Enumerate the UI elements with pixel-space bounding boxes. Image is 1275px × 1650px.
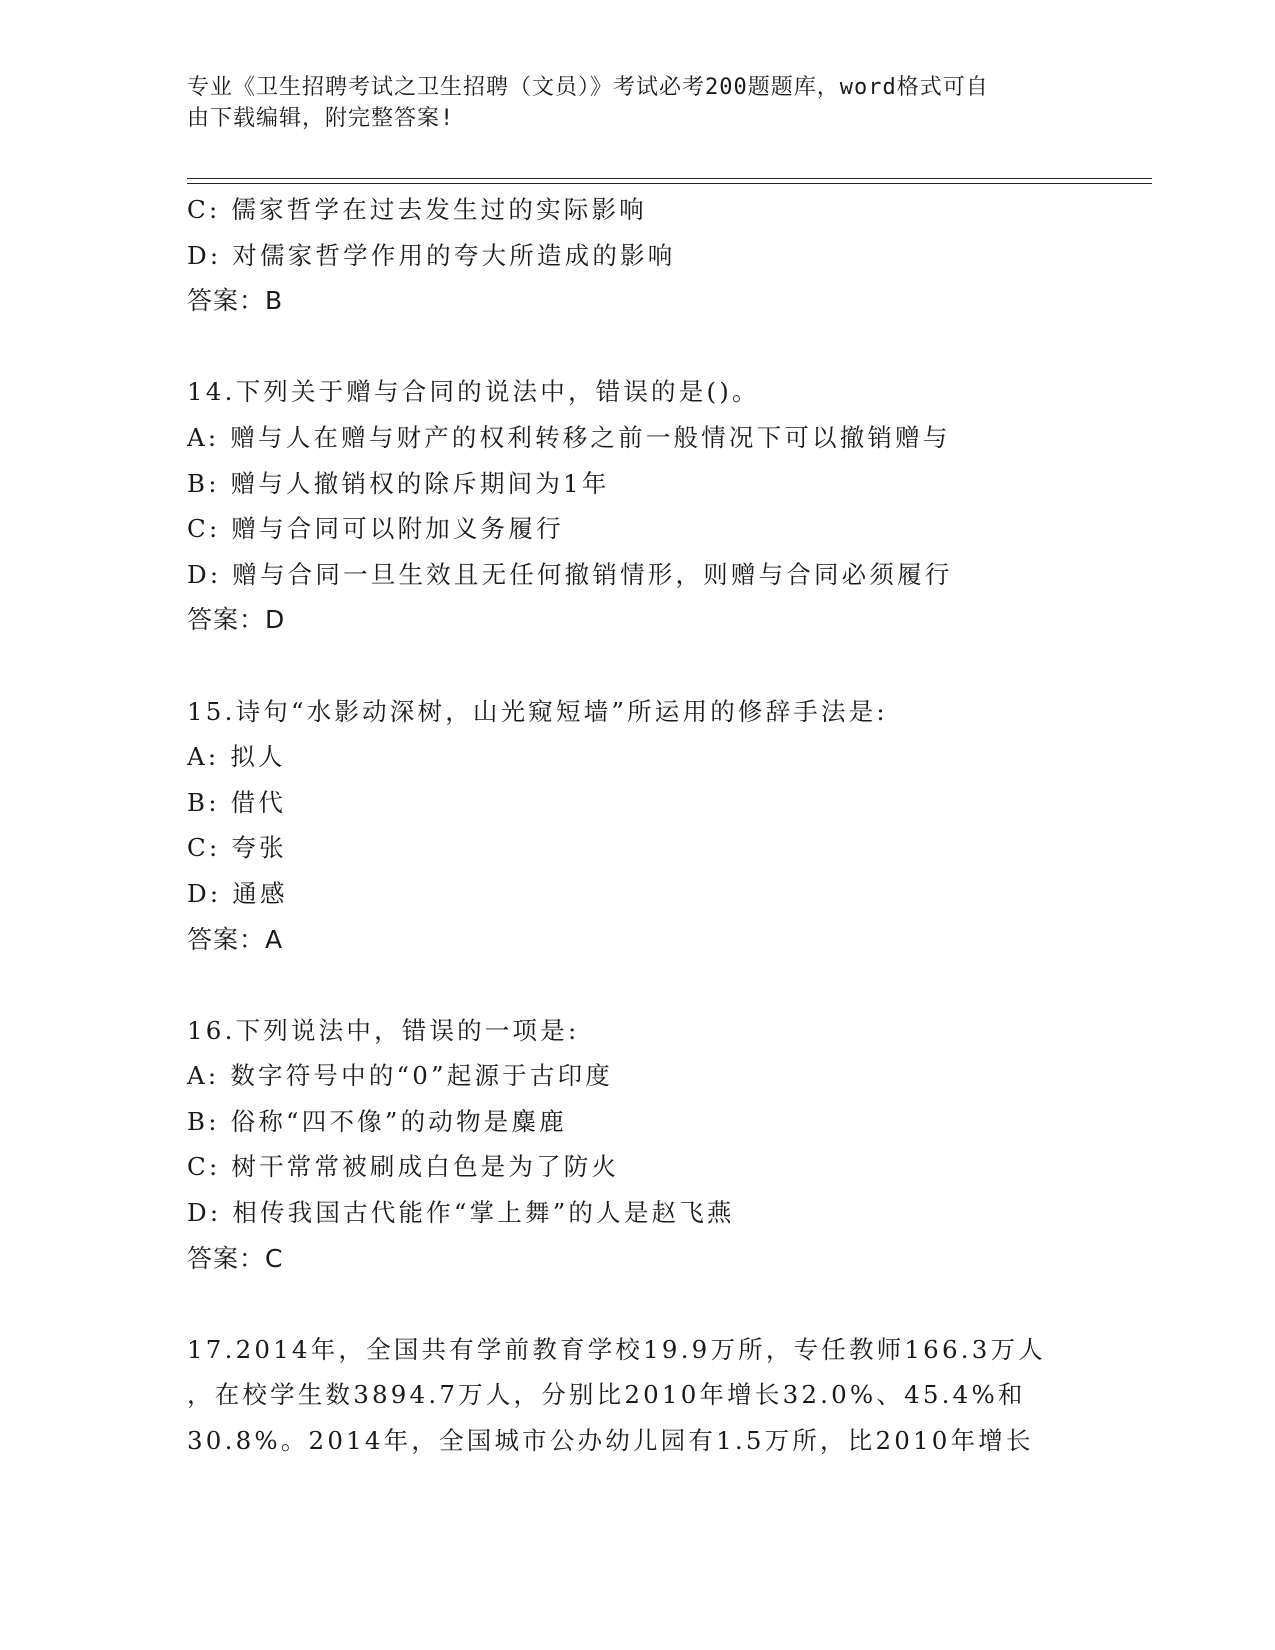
spacer	[187, 1281, 1152, 1327]
option-d: D: 相传我国古代能作“掌上舞”的人是赵飞燕	[187, 1198, 735, 1228]
answer-line: 答案：C	[187, 1243, 284, 1273]
option-d: D: 通感	[187, 878, 288, 908]
question-stem-line-2: ，在校学生数3894.7万人，分别比2010年增长32.0%、45.4%和	[187, 1380, 1026, 1410]
option-d: D: 赠与合同一旦生效且无任何撤销情形，则赠与合同必须履行	[187, 559, 953, 589]
question-stem: 15.诗句“水影动深树，山光窥短墙”所运用的修辞手法是:	[187, 696, 888, 726]
document-header	[187, 72, 1067, 134]
spacer	[187, 324, 1152, 370]
option-c: C: 树干常常被刷成白色是为了防火	[187, 1152, 620, 1182]
option-a: A: 数字符号中的“0”起源于古印度	[187, 1061, 613, 1091]
question-17	[187, 1327, 1152, 1464]
answer-line: 答案：D	[187, 605, 286, 635]
option-c: C: 赠与合同可以附加义务履行	[187, 514, 564, 544]
answer-line: 答案：B	[187, 286, 284, 316]
option-b: B: 借代	[187, 787, 287, 817]
header-line-1: 专业《卫生招聘考试之卫生招聘（文员）》考试必考200题题库，word格式可自	[187, 75, 989, 100]
question-15	[187, 689, 1152, 963]
question-stem-line-3: 30.8%。2014年，全国城市公办幼儿园有1.5万所，比2010年增长	[187, 1426, 1034, 1456]
option-c: C: 儒家哲学在过去发生过的实际影响	[187, 195, 647, 224]
option-c: C: 夸张	[187, 833, 287, 863]
question-16	[187, 1008, 1152, 1282]
question-14	[187, 369, 1152, 643]
header-divider-bottom	[187, 183, 1152, 184]
question-stem: 14.下列关于赠与合同的说法中，错误的是()。	[187, 377, 760, 407]
spacer	[187, 643, 1152, 689]
answer-line: 答案：A	[187, 924, 284, 954]
question-13-tail	[187, 187, 1152, 324]
option-a: A: 赠与人在赠与财产的权利转移之前一般情况下可以撤销赠与	[187, 422, 951, 452]
header-divider-top	[187, 178, 1152, 179]
option-a: A: 拟人	[187, 742, 286, 772]
question-stem-line-1: 17.2014年，全国共有学前教育学校19.9万所，专任教师166.3万人	[187, 1334, 1046, 1364]
question-stem: 16.下列说法中，错误的一项是:	[187, 1015, 580, 1045]
document-body	[187, 187, 1152, 1464]
option-b: B: 俗称“四不像”的动物是麋鹿	[187, 1106, 567, 1136]
spacer	[187, 962, 1152, 1008]
option-d: D: 对儒家哲学作用的夸大所造成的影响	[187, 240, 676, 270]
header-line-2: 由下载编辑，附完整答案!	[187, 106, 455, 131]
option-b: B: 赠与人撤销权的除斥期间为1年	[187, 468, 610, 498]
